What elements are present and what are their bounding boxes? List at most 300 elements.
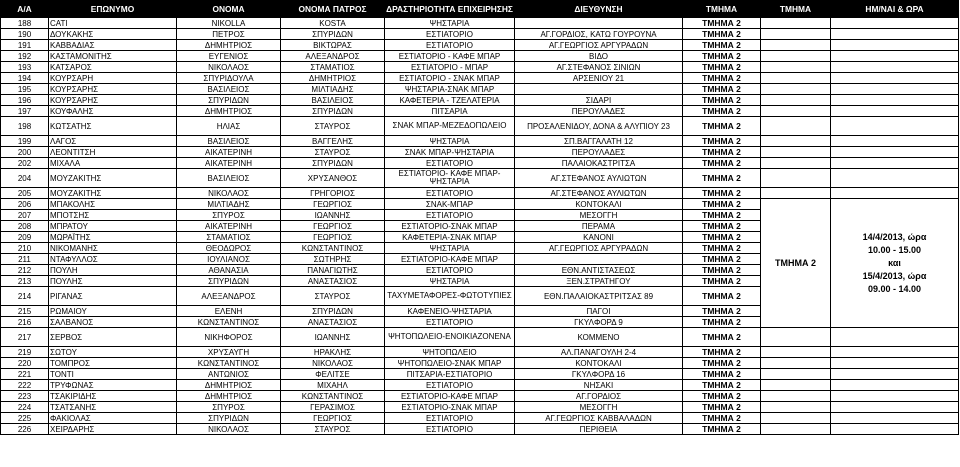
address-cell: ΓΚΥΛΦΟΡΔ 9 (515, 317, 683, 328)
activity-cell: ΨΗΣΤΑΡΙΑ (385, 136, 515, 147)
department-cell: ΤΜΗΜΑ 2 (683, 18, 761, 29)
father-name-cell: ΣΠΥΡΙΔΩΝ (281, 306, 385, 317)
date-cell (831, 328, 959, 347)
surname-cell: ΜΠΟΤΣΗΣ (49, 210, 177, 221)
date-cell (831, 136, 959, 147)
date-cell (831, 413, 959, 424)
department-cell: ΤΜΗΜΑ 2 (683, 95, 761, 106)
activity-cell: ΣΝΑΚ ΜΠΑΡ-ΜΕΖΕΔΟΠΩΛΕΙΟ (385, 117, 515, 136)
surname-cell: ΛΑΓΟΣ (49, 136, 177, 147)
table-body (1, 18, 959, 435)
father-name-cell: ΜΙΧΑΗΛ (281, 380, 385, 391)
address-cell (515, 84, 683, 95)
surname-cell: ΤΟΝΤΙ (49, 369, 177, 380)
table-row (1, 136, 959, 147)
row-number: 196 (1, 95, 49, 106)
first-name-cell: ΔΗΜΗΤΡΙΟΣ (177, 380, 281, 391)
department-cell: ΤΜΗΜΑ 2 (683, 287, 761, 306)
table-row (1, 328, 959, 347)
row-number: 224 (1, 402, 49, 413)
row-number: 212 (1, 265, 49, 276)
extra-department-cell (761, 29, 831, 40)
first-name-cell: ΚΩΝΣΤΑΝΤΙΝΟΣ (177, 317, 281, 328)
address-cell: ΜΕΣΟΓΓΗ (515, 210, 683, 221)
activity-cell: ΕΣΤΙΑΤΟΡΙΟ (385, 380, 515, 391)
surname-cell: ΚΟΥΡΣΑΡΗΣ (49, 84, 177, 95)
surname-cell: ΠΟΥΛΗΣ (49, 276, 177, 287)
first-name-cell: ΘΕΟΔΩΡΟΣ (177, 243, 281, 254)
activity-cell: ΚΑΦΕΤΕΡΙΑ-ΣΝΑΚ ΜΠΑΡ (385, 232, 515, 243)
table-row (1, 147, 959, 158)
table-row (1, 188, 959, 199)
date-cell (831, 358, 959, 369)
address-cell: ΒΙΔΟ (515, 51, 683, 62)
extra-department-cell (761, 18, 831, 29)
first-name-cell: ΣΠΥΡΟΣ (177, 210, 281, 221)
date-cell (831, 51, 959, 62)
surname-cell: ΚΑΤΣΑΡΟΣ (49, 62, 177, 73)
extra-department-cell (761, 117, 831, 136)
activity-cell: ΕΣΤΙΑΤΟΡΙΟ-ΣΝΑΚ ΜΠΑΡ (385, 402, 515, 413)
address-cell: ΠΑΓΟΙ (515, 306, 683, 317)
column-header: ΔΡΑΣΤΗΡΙΟΤΗΤΑ ΕΠΙΧΕΙΡΗΣΗΣ (385, 1, 515, 18)
row-number: 207 (1, 210, 49, 221)
father-name-cell: ΚΩΝΣΤΑΝΤΙΝΟΣ (281, 243, 385, 254)
address-cell: ΑΓ.ΓΕΩΡΓΙΟΣ ΑΡΓΥΡΑΔΩΝ (515, 40, 683, 51)
department-cell: ΤΜΗΜΑ 2 (683, 158, 761, 169)
surname-cell: ΚΩΤΣΑΤΗΣ (49, 117, 177, 136)
first-name-cell: ΑΙΚΑΤΕΡΙΝΗ (177, 158, 281, 169)
table-row (1, 169, 959, 188)
row-number: 221 (1, 369, 49, 380)
surname-cell: ΜΙΧΑΛΑ (49, 158, 177, 169)
department-cell: ΤΜΗΜΑ 2 (683, 199, 761, 210)
department-cell: ΤΜΗΜΑ 2 (683, 29, 761, 40)
table-row (1, 380, 959, 391)
father-name-cell: ΣΤΑΥΡΟΣ (281, 287, 385, 306)
row-number: 223 (1, 391, 49, 402)
date-cell (831, 380, 959, 391)
father-name-cell: ΓΕΩΡΓΙΟΣ (281, 199, 385, 210)
department-cell: ΤΜΗΜΑ 2 (683, 188, 761, 199)
address-cell: ΓΚΥΛΦΟΡΔ 16 (515, 369, 683, 380)
surname-cell: ΚΟΥΦΑΛΗΣ (49, 106, 177, 117)
department-cell: ΤΜΗΜΑ 2 (683, 73, 761, 84)
row-number: 204 (1, 169, 49, 188)
first-name-cell: ΔΗΜΗΤΡΙΟΣ (177, 40, 281, 51)
department-cell: ΤΜΗΜΑ 2 (683, 424, 761, 435)
date-time-line: 14/4/2013, ώρα (862, 231, 927, 242)
first-name-cell: ΒΑΣΙΛΕΙΟΣ (177, 84, 281, 95)
address-cell: ΑΓ.ΓΕΩΡΓΙΟΣ ΚΑΒΒΑΛΑΔΩΝ (515, 413, 683, 424)
first-name-cell: ΜΙΛΤΙΑΔΗΣ (177, 199, 281, 210)
first-name-cell: ΣΠΥΡΙΔΩΝ (177, 413, 281, 424)
extra-department-cell (761, 424, 831, 435)
first-name-cell: ΣΤΑΜΑΤΙΟΣ (177, 232, 281, 243)
father-name-cell: ΧΡΥΣΑΝΘΟΣ (281, 169, 385, 188)
row-number: 215 (1, 306, 49, 317)
department-cell: ΤΜΗΜΑ 2 (683, 402, 761, 413)
address-cell: ΑΓ.ΣΤΕΦΑΝΟΣ ΑΥΛΙΩΤΩΝ (515, 188, 683, 199)
activity-cell: ΨΗΤΟΠΩΛΕΙΟ (385, 347, 515, 358)
activity-cell: ΕΣΤΙΑΤΟΡΙΟ (385, 29, 515, 40)
activity-cell: ΕΣΤΙΑΤΟΡΙΟ-ΣΝΑΚ ΜΠΑΡ (385, 221, 515, 232)
table-row (1, 18, 959, 29)
surname-cell: ΤΣΑΤΣΑΝΗΣ (49, 402, 177, 413)
father-name-cell: ΒΑΣΙΛΕΙΟΣ (281, 95, 385, 106)
date-cell (831, 73, 959, 84)
table-row (1, 95, 959, 106)
father-name-cell: ΣΩΤΗΡΗΣ (281, 254, 385, 265)
department-cell: ΤΜΗΜΑ 2 (683, 391, 761, 402)
first-name-cell: ΠΕΤΡΟΣ (177, 29, 281, 40)
activity-cell: ΕΣΤΙΑΤΟΡΙΟ (385, 188, 515, 199)
father-name-cell: ΝΙΚΟΛΑΟΣ (281, 358, 385, 369)
surname-cell: ΧΕΙΡΔΑΡΗΣ (49, 424, 177, 435)
header-row (1, 1, 959, 18)
date-cell (831, 117, 959, 136)
surname-cell: ΠΟΥΛΗ (49, 265, 177, 276)
surname-cell: ΜΠΡΑΤΟΥ (49, 221, 177, 232)
table-row (1, 402, 959, 413)
address-cell: ΑΓ.ΓΕΩΡΓΙΟΣ ΑΡΓΥΡΑΔΩΝ (515, 243, 683, 254)
activity-cell: ΕΣΤΙΑΤΟΡΙΟ (385, 40, 515, 51)
date-cell (831, 169, 959, 188)
extra-department-cell (761, 73, 831, 84)
first-name-cell: ΑΝΤΩΝΙΟΣ (177, 369, 281, 380)
extra-department-cell (761, 158, 831, 169)
column-header: ΔΙΕΥΘΥΝΣΗ (515, 1, 683, 18)
surname-cell: ΡΩΜΑΙΟΥ (49, 306, 177, 317)
row-number: 220 (1, 358, 49, 369)
row-number: 191 (1, 40, 49, 51)
department-cell: ΤΜΗΜΑ 2 (683, 117, 761, 136)
date-time-line: 09.00 - 14.00 (867, 283, 922, 294)
row-number: 217 (1, 328, 49, 347)
first-name-cell: ΑΛΕΞΑΝΔΡΟΣ (177, 287, 281, 306)
father-name-cell: KOSTA (281, 18, 385, 29)
activity-cell: ΕΣΤΙΑΤΟΡΙΟ- ΚΑΦΕ ΜΠΑΡ-ΨΗΣΤΑΡΙΑ (385, 169, 515, 188)
activity-cell: ΣΝΑΚ-ΜΠΑΡ (385, 199, 515, 210)
father-name-cell: ΣΠΥΡΙΔΩΝ (281, 29, 385, 40)
column-header: ΟΝΟΜΑ (177, 1, 281, 18)
first-name-cell: ΚΩΝΣΤΑΝΤΙΝΟΣ (177, 358, 281, 369)
column-header: Α/Α (1, 1, 49, 18)
surname-cell: ΚΑΒΒΑΔΙΑΣ (49, 40, 177, 51)
extra-department-cell (761, 413, 831, 424)
father-name-cell: ΗΡΑΚΛΗΣ (281, 347, 385, 358)
table-row (1, 73, 959, 84)
address-cell: ΠΕΡΟΥΛΑΔΕΣ (515, 106, 683, 117)
first-name-cell: ΣΠΥΡΟΣ (177, 402, 281, 413)
column-header: ΕΠΩΝΥΜΟ (49, 1, 177, 18)
activity-cell: ΕΣΤΙΑΤΟΡΙΟ - ΚΑΦΕ ΜΠΑΡ (385, 51, 515, 62)
row-number: 197 (1, 106, 49, 117)
column-header: ΤΜΗΜΑ (761, 1, 831, 18)
father-name-cell: ΒΑΓΓΕΛΗΣ (281, 136, 385, 147)
row-number: 211 (1, 254, 49, 265)
extra-department-cell (761, 188, 831, 199)
activity-cell: ΚΑΦΕΝΕΙΟ-ΨΗΣΤΑΡΙΑ (385, 306, 515, 317)
address-cell: ΑΓ.ΓΟΡΔΙΟΣ (515, 391, 683, 402)
department-cell: ΤΜΗΜΑ 2 (683, 413, 761, 424)
father-name-cell: ΑΛΕΞΑΝΔΡΟΣ (281, 51, 385, 62)
row-number: 210 (1, 243, 49, 254)
row-number: 214 (1, 287, 49, 306)
department-cell: ΤΜΗΜΑ 2 (683, 40, 761, 51)
surname-cell: ΝΤΑΦΥΛΛΟΣ (49, 254, 177, 265)
father-name-cell: ΒΙΚΤΩΡΑΣ (281, 40, 385, 51)
address-cell: ΠΕΡΑΜΑ (515, 221, 683, 232)
surname-cell: ΜΟΥΖΑΚΙΤΗΣ (49, 169, 177, 188)
department-cell: ΤΜΗΜΑ 2 (683, 317, 761, 328)
address-cell: ΚΑΝΟΝΙ (515, 232, 683, 243)
row-number: 199 (1, 136, 49, 147)
activity-cell: ΨΗΣΤΑΡΙΑ-ΣΝΑΚ ΜΠΑΡ (385, 84, 515, 95)
first-name-cell: ΔΗΜΗΤΡΙΟΣ (177, 391, 281, 402)
activity-cell: ΨΗΣΤΑΡΙΑ (385, 276, 515, 287)
first-name-cell: ΒΑΣΙΛΕΙΟΣ (177, 169, 281, 188)
address-cell: ΝΗΣΑΚΙ (515, 380, 683, 391)
column-header: ΟΝΟΜΑ ΠΑΤΡΟΣ (281, 1, 385, 18)
date-cell (831, 62, 959, 73)
extra-department-cell (761, 391, 831, 402)
department-cell: ΤΜΗΜΑ 2 (683, 276, 761, 287)
first-name-cell: ΑΙΚΑΤΕΡΙΝΗ (177, 147, 281, 158)
first-name-cell: ΕΛΕΝΗ (177, 306, 281, 317)
address-cell: ΚΟΝΤΟΚΑΛΙ (515, 199, 683, 210)
first-name-cell: ΝΙΚΟΛΑΟΣ (177, 188, 281, 199)
row-number: 219 (1, 347, 49, 358)
surname-cell: ΣΑΛΒΑΝΟΣ (49, 317, 177, 328)
surname-cell: ΚΟΥΡΣΑΡΗΣ (49, 95, 177, 106)
first-name-cell: ΝΙΚΟΛΑΟΣ (177, 424, 281, 435)
row-number: 208 (1, 221, 49, 232)
row-number: 192 (1, 51, 49, 62)
activity-cell: ΕΣΤΙΑΤΟΡΙΟ-ΚΑΦΕ ΜΠΑΡ (385, 391, 515, 402)
table-row (1, 391, 959, 402)
date-cell (831, 158, 959, 169)
address-cell: ΑΓ.ΓΟΡΔΙΟΣ, ΚΑΤΩ ΓΟΥΡΟΥΝΑ (515, 29, 683, 40)
department-cell: ΤΜΗΜΑ 2 (683, 306, 761, 317)
first-name-cell: ΕΥΓΕΝΙΟΣ (177, 51, 281, 62)
surname-cell: ΣΩΤΟΥ (49, 347, 177, 358)
first-name-cell: ΣΠΥΡΙΔΩΝ (177, 276, 281, 287)
father-name-cell: ΓΕΩΡΓΙΟΣ (281, 221, 385, 232)
address-cell (515, 18, 683, 29)
row-number: 188 (1, 18, 49, 29)
date-cell (831, 347, 959, 358)
row-number: 194 (1, 73, 49, 84)
table-row (1, 424, 959, 435)
extra-department-cell (761, 169, 831, 188)
father-name-cell: ΓΕΩΡΓΙΟΣ (281, 232, 385, 243)
date-cell (831, 188, 959, 199)
surname-cell: ΚΑΣΤΑΜΟΝΙΤΗΣ (49, 51, 177, 62)
row-number: 222 (1, 380, 49, 391)
table-row (1, 84, 959, 95)
date-cell (831, 369, 959, 380)
department-cell: ΤΜΗΜΑ 2 (683, 328, 761, 347)
father-name-cell: ΣΠΥΡΙΔΩΝ (281, 106, 385, 117)
surname-cell: ΤΡΥΦΩΝΑΣ (49, 380, 177, 391)
first-name-cell: ΑΘΑΝΑΣΙΑ (177, 265, 281, 276)
activity-cell: ΨΗΤΟΠΩΛΕΙΟ-ΣΝΑΚ ΜΠΑΡ (385, 358, 515, 369)
address-cell: ΜΕΣΟΓΓΗ (515, 402, 683, 413)
row-number: 200 (1, 147, 49, 158)
department-cell: ΤΜΗΜΑ 2 (683, 358, 761, 369)
row-number: 225 (1, 413, 49, 424)
extra-department-cell (761, 380, 831, 391)
extra-department-cell (761, 369, 831, 380)
extra-department-cell (761, 328, 831, 347)
department-cell: ΤΜΗΜΑ 2 (683, 106, 761, 117)
row-number: 195 (1, 84, 49, 95)
extra-department-cell (761, 358, 831, 369)
father-name-cell: ΓΕΩΡΓΙΟΣ (281, 413, 385, 424)
table-row (1, 199, 959, 210)
first-name-cell: NIKOLLA (177, 18, 281, 29)
table-row (1, 158, 959, 169)
father-name-cell: ΦΕΛΙΤΣΕ (281, 369, 385, 380)
first-name-cell: ΧΡΥΣΑΥΓΗ (177, 347, 281, 358)
father-name-cell: ΚΩΝΣΤΑΝΤΙΝΟΣ (281, 391, 385, 402)
surname-cell: ΣΕΡΒΟΣ (49, 328, 177, 347)
address-cell: ΠΕΡΟΥΛΑΔΕΣ (515, 147, 683, 158)
department-cell: ΤΜΗΜΑ 2 (683, 380, 761, 391)
activity-cell: ΕΣΤΙΑΤΟΡΙΟ-ΚΑΦΕ ΜΠΑΡ (385, 254, 515, 265)
table-row (1, 106, 959, 117)
father-name-cell: ΑΝΑΣΤΑΣΙΟΣ (281, 276, 385, 287)
department-cell: ΤΜΗΜΑ 2 (683, 84, 761, 95)
table-row (1, 62, 959, 73)
date-time-line: και (888, 257, 901, 268)
extra-department-cell (761, 347, 831, 358)
address-cell: ΑΓ.ΣΤΕΦΑΝΟΣ ΣΙΝΙΩΝ (515, 62, 683, 73)
extra-department-cell (761, 106, 831, 117)
date-cell (831, 84, 959, 95)
row-number: 202 (1, 158, 49, 169)
activity-cell: ΚΑΦΕΤΕΡΙΑ - ΤΖΕΛΑΤΕΡΙΑ (385, 95, 515, 106)
row-number: 198 (1, 117, 49, 136)
address-cell: ΣΙΔΑΡΙ (515, 95, 683, 106)
row-number: 206 (1, 199, 49, 210)
date-time-cell (831, 199, 959, 328)
activity-cell: ΕΣΤΙΑΤΟΡΙΟ - ΜΠΑΡ (385, 62, 515, 73)
father-name-cell: ΣΠΥΡΙΔΩΝ (281, 158, 385, 169)
extra-department-cell (761, 95, 831, 106)
father-name-cell: ΓΕΡΑΣΙΜΟΣ (281, 402, 385, 413)
activity-cell: ΤΑΧΥΜΕΤΑΦΟΡΕΣ-ΦΩΤΟΤΥΠΙΕΣ (385, 287, 515, 306)
column-header: ΤΜΗΜΑ (683, 1, 761, 18)
address-cell: ΑΡΣΕΝΙΟΥ 21 (515, 73, 683, 84)
activity-cell: ΨΗΣΤΑΡΙΑ (385, 243, 515, 254)
date-time-line: 10.00 - 15.00 (867, 244, 922, 255)
date-cell (831, 18, 959, 29)
row-number: 205 (1, 188, 49, 199)
extra-department-cell (761, 62, 831, 73)
department-cell: ΤΜΗΜΑ 2 (683, 221, 761, 232)
department-cell: ΤΜΗΜΑ 2 (683, 232, 761, 243)
father-name-cell: ΜΙΛΤΙΑΔΗΣ (281, 84, 385, 95)
row-number: 216 (1, 317, 49, 328)
activity-cell: ΣΝΑΚ ΜΠΑΡ-ΨΗΣΤΑΡΙΑ (385, 147, 515, 158)
row-number: 226 (1, 424, 49, 435)
first-name-cell: ΣΠΥΡΙΔΟΥΛΑ (177, 73, 281, 84)
first-name-cell: ΝΙΚΟΛΑΟΣ (177, 62, 281, 73)
table-row (1, 29, 959, 40)
surname-cell: CATI (49, 18, 177, 29)
extra-department-cell (761, 51, 831, 62)
activity-cell: ΕΣΤΙΑΤΟΡΙΟ (385, 210, 515, 221)
first-name-cell: ΔΗΜΗΤΡΙΟΣ (177, 106, 281, 117)
row-number: 193 (1, 62, 49, 73)
activity-cell: ΕΣΤΙΑΤΟΡΙΟ (385, 158, 515, 169)
first-name-cell: ΣΠΥΡΙΔΩΝ (177, 95, 281, 106)
surname-cell: ΤΣΑΚΙΡΙΔΗΣ (49, 391, 177, 402)
department-cell: ΤΜΗΜΑ 2 (683, 51, 761, 62)
table-row (1, 40, 959, 51)
surname-cell: ΝΙΚΟΜΑΝΗΣ (49, 243, 177, 254)
address-cell: ΠΑΛΑΙΟΚΑΣΤΡΙΤΣΑ (515, 158, 683, 169)
first-name-cell: ΑΙΚΑΤΕΡΙΝΗ (177, 221, 281, 232)
department-cell: ΤΜΗΜΑ 2 (683, 62, 761, 73)
department-cell: ΤΜΗΜΑ 2 (683, 254, 761, 265)
address-cell: ΠΡΟΣΑΛΕΝΙΔΟΥ, ΔΟΝΑ & ΑΛΥΠΙΟΥ 23 (515, 117, 683, 136)
first-name-cell: ΝΙΚΗΦΟΡΟΣ (177, 328, 281, 347)
father-name-cell: ΓΡΗΓΟΡΙΟΣ (281, 188, 385, 199)
surname-cell: ΜΟΥΖΑΚΙΤΗΣ (49, 188, 177, 199)
first-name-cell: ΒΑΣΙΛΕΙΟΣ (177, 136, 281, 147)
table-row (1, 51, 959, 62)
activity-cell: ΠΙΤΣΑΡΙΑ-ΕΣΤΙΑΤΟΡΙΟ (385, 369, 515, 380)
date-cell (831, 95, 959, 106)
activity-cell: ΕΣΤΙΑΤΟΡΙΟ (385, 265, 515, 276)
department-cell: ΤΜΗΜΑ 2 (683, 265, 761, 276)
activity-cell: ΨΗΤΟΠΩΛΕΙΟ-ΕΝΟΙΚΙΑΖΟΝΕΝΑ (385, 328, 515, 347)
first-name-cell: ΙΟΥΛΙΑΝΟΣ (177, 254, 281, 265)
activity-cell: ΕΣΤΙΑΤΟΡΙΟ - ΣΝΑΚ ΜΠΑΡ (385, 73, 515, 84)
father-name-cell: ΔΗΜΗΤΡΙΟΣ (281, 73, 385, 84)
activity-cell: ΕΣΤΙΑΤΟΡΙΟ (385, 317, 515, 328)
date-cell (831, 106, 959, 117)
department-cell: ΤΜΗΜΑ 2 (683, 369, 761, 380)
address-cell: ΑΓ.ΣΤΕΦΑΝΟΣ ΑΥΛΙΩΤΩΝ (515, 169, 683, 188)
surname-cell: ΤΟΜΠΡΟΣ (49, 358, 177, 369)
activity-cell: ΠΙΤΣΑΡΙΑ (385, 106, 515, 117)
activity-cell: ΨΗΣΤΑΡΙΑ (385, 18, 515, 29)
address-cell: ΚΟΜΜΕΝΟ (515, 328, 683, 347)
father-name-cell: ΙΩΑΝΝΗΣ (281, 328, 385, 347)
address-cell: ΕΘΝ.ΑΝΤΙΣΤΑΣΕΩΣ (515, 265, 683, 276)
table-row (1, 117, 959, 136)
row-number: 213 (1, 276, 49, 287)
department-cell: ΤΜΗΜΑ 2 (683, 347, 761, 358)
department-cell: ΤΜΗΜΑ 2 (683, 136, 761, 147)
first-name-cell: ΗΛΙΑΣ (177, 117, 281, 136)
father-name-cell: ΣΤΑΥΡΟΣ (281, 117, 385, 136)
table-row (1, 347, 959, 358)
date-cell (831, 147, 959, 158)
date-cell (831, 391, 959, 402)
department-cell: ΤΜΗΜΑ 2 (683, 243, 761, 254)
row-number: 190 (1, 29, 49, 40)
department-cell: ΤΜΗΜΑ 2 (683, 210, 761, 221)
surname-cell: ΛΕΟΝΤΙΤΣΗ (49, 147, 177, 158)
extra-department-cell (761, 147, 831, 158)
activity-cell: ΕΣΤΙΑΤΟΡΙΟ (385, 424, 515, 435)
father-name-cell: ΙΩΑΝΝΗΣ (281, 210, 385, 221)
